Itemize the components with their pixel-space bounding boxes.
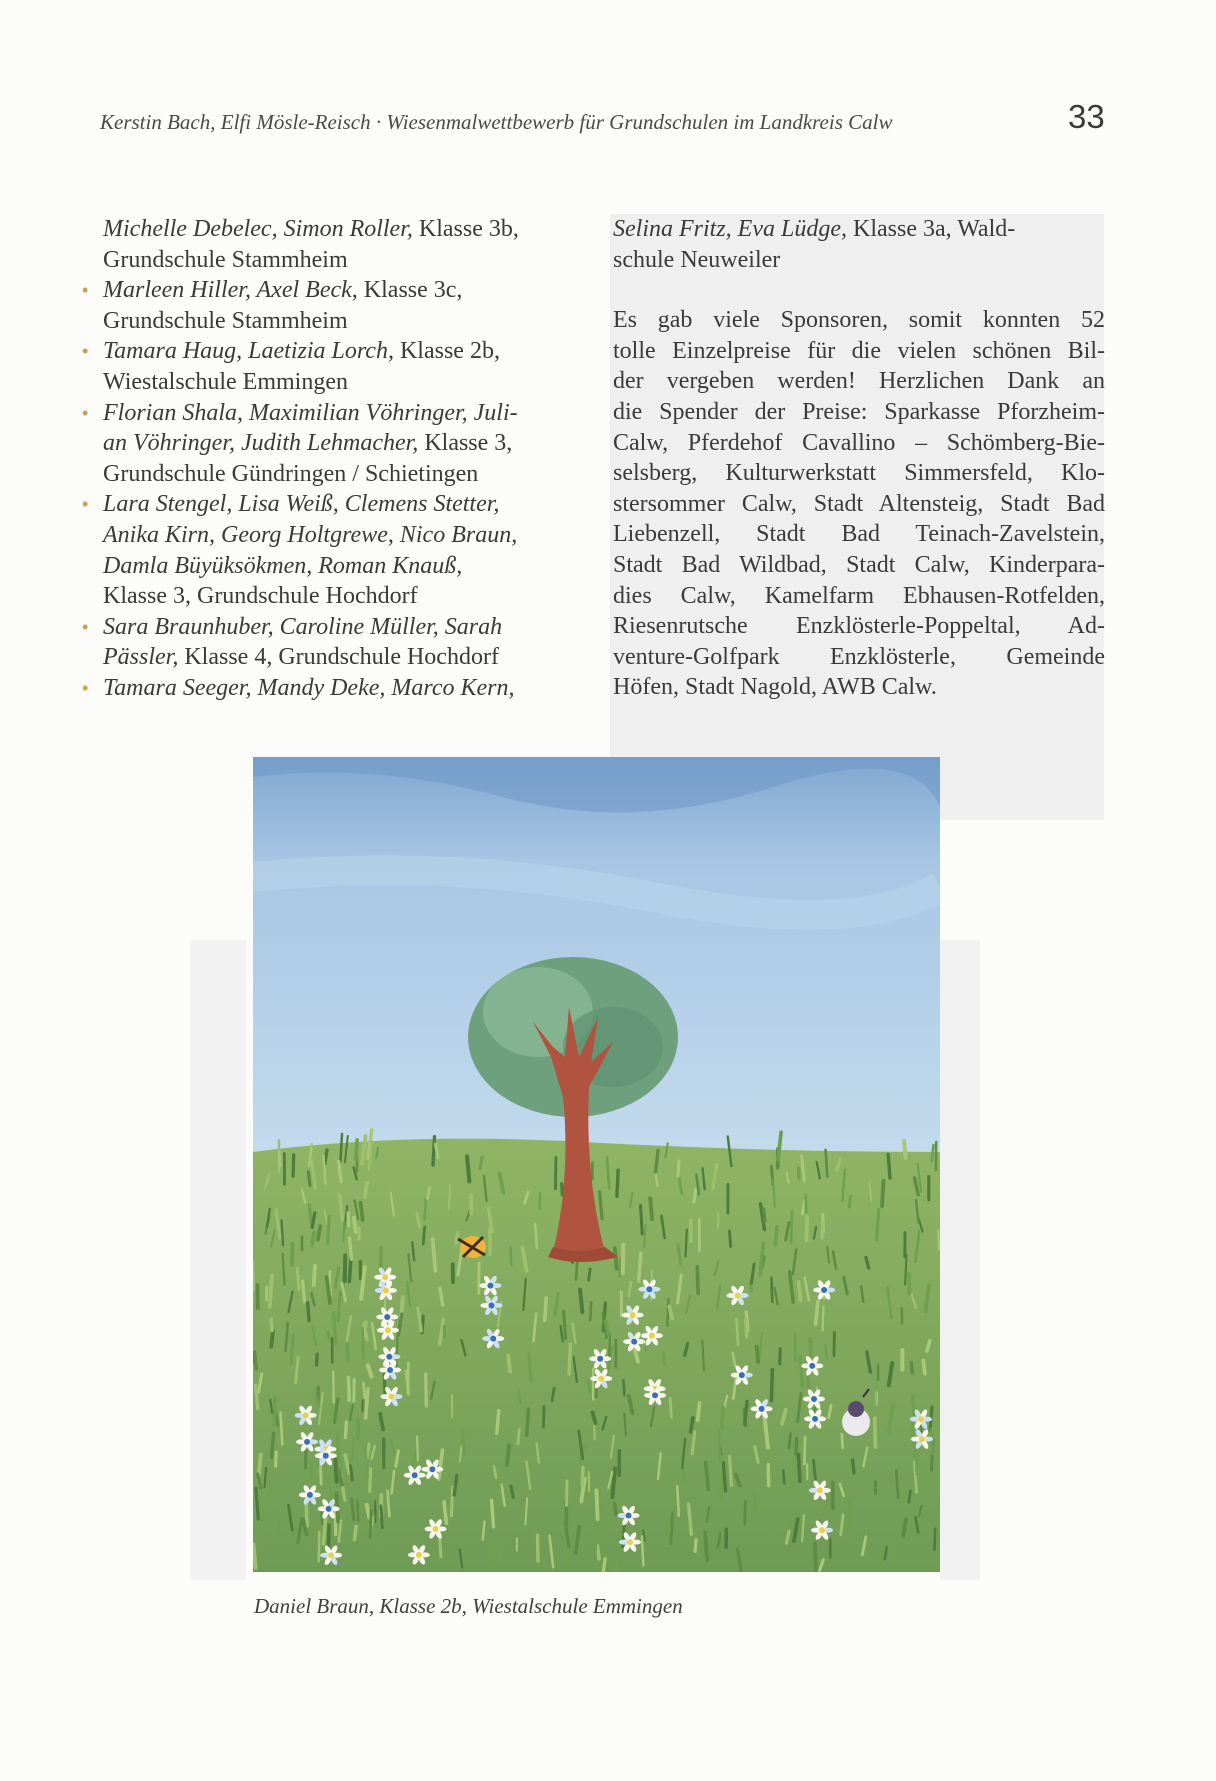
names-italic: Michelle Debelec, Simon Roller, bbox=[103, 216, 413, 242]
school-text: schule Neuweiler bbox=[613, 246, 781, 273]
page-number: 33 bbox=[1068, 98, 1105, 135]
grass-blade bbox=[319, 1532, 320, 1561]
bullet-icon: • bbox=[82, 341, 89, 362]
grass-blade bbox=[500, 1541, 502, 1559]
class-text: Klasse 3a, Wald- bbox=[846, 216, 1016, 242]
grass-blade bbox=[745, 1401, 747, 1423]
grass-blade bbox=[367, 1444, 369, 1458]
names-italic: Pässler, bbox=[103, 644, 179, 671]
grass-blade bbox=[444, 1502, 446, 1523]
text-line bbox=[613, 245, 1105, 276]
text-line bbox=[103, 214, 568, 245]
grass-blade bbox=[291, 1336, 293, 1364]
grass-blade bbox=[912, 1396, 913, 1413]
grass-blade bbox=[934, 1529, 935, 1550]
grass-blade bbox=[274, 1397, 275, 1426]
grass-blade bbox=[678, 1161, 679, 1176]
grass-blade bbox=[433, 1137, 434, 1165]
grass-blade bbox=[783, 1470, 784, 1483]
grass-blade bbox=[589, 1269, 590, 1280]
grass-blade bbox=[721, 1477, 723, 1498]
school-text: Klasse 3, Grundschule Hochdorf bbox=[103, 583, 418, 610]
paragraph-line: Riesenrutsche Enzklösterle-Poppeltal, Ad- bbox=[613, 613, 1105, 640]
grass-blade bbox=[719, 1430, 720, 1460]
grass-blade bbox=[624, 1414, 625, 1436]
grass-blade bbox=[617, 1170, 618, 1196]
grass-blade bbox=[815, 1544, 816, 1572]
grass-blade bbox=[254, 1352, 256, 1369]
grass-blade bbox=[799, 1282, 801, 1301]
grass-blade bbox=[350, 1238, 352, 1259]
paragraph-line: dies Calw, Kamelfarm Ebhausen-Rotfelden, bbox=[613, 582, 1105, 609]
text-line bbox=[103, 428, 568, 459]
grass-blade bbox=[543, 1407, 544, 1427]
grass-blade bbox=[467, 1156, 469, 1181]
paragraph-line: Es gab viele Sponsoren, somit konnten 52 bbox=[613, 307, 1105, 334]
grass-blade bbox=[510, 1247, 511, 1265]
grass-blade bbox=[745, 1502, 746, 1525]
grass-blade bbox=[814, 1460, 816, 1479]
text-line bbox=[103, 245, 568, 276]
grass-blade bbox=[694, 1189, 696, 1202]
grass-blade bbox=[746, 1320, 747, 1336]
grass-blade bbox=[537, 1535, 538, 1561]
grass-blade bbox=[317, 1354, 318, 1365]
text-line bbox=[103, 306, 568, 337]
names-italic: Selina Fritz, Eva Lüdge, bbox=[613, 216, 847, 242]
grass-blade bbox=[491, 1540, 492, 1568]
grass-blade bbox=[345, 1422, 346, 1437]
grass-blade bbox=[535, 1224, 537, 1248]
grass-blade bbox=[796, 1438, 797, 1454]
grass-blade bbox=[363, 1383, 364, 1398]
grass-blade bbox=[325, 1150, 327, 1164]
left-column bbox=[82, 214, 568, 704]
grass-blade bbox=[691, 1418, 693, 1432]
grass-blade bbox=[773, 1180, 774, 1207]
paragraph-line: die Spender der Preise: Sparkasse Pforzheim- bbox=[613, 398, 1105, 425]
list-item bbox=[82, 673, 568, 704]
paragraph-line: der vergeben werden! Herzlichen Dank an bbox=[613, 368, 1105, 395]
text-line bbox=[103, 581, 568, 612]
grass-blade bbox=[356, 1140, 357, 1160]
grass-blade bbox=[297, 1268, 299, 1289]
grass-blade bbox=[842, 1434, 843, 1448]
show-through-shade bbox=[940, 940, 980, 1580]
grass-blade bbox=[552, 1388, 554, 1400]
grass-blade bbox=[643, 1530, 645, 1540]
paragraph-line: selsberg, Kulturwerkstatt Simmersfeld, Klo- bbox=[613, 460, 1105, 487]
names-italic: Sara Braunhuber, Caroline Müller, Sarah bbox=[103, 613, 503, 640]
grass-blade bbox=[911, 1362, 912, 1373]
grass-blade bbox=[705, 1532, 707, 1560]
grass-blade bbox=[670, 1398, 671, 1417]
grass-blade bbox=[497, 1411, 499, 1434]
grass-blade bbox=[644, 1225, 645, 1248]
grass-blade bbox=[807, 1217, 808, 1240]
grass-blade bbox=[623, 1245, 624, 1274]
grass-blade bbox=[348, 1377, 349, 1400]
grass-blade bbox=[849, 1196, 850, 1206]
list-item bbox=[82, 275, 568, 306]
grass-blade bbox=[798, 1454, 799, 1481]
grass-blade bbox=[923, 1360, 925, 1373]
paragraph-line: venture-Golfpark Enzklösterle, Gemeinde bbox=[613, 643, 1105, 670]
names-italic: Florian Shala, Maximilian Vöhringer, Juli- bbox=[103, 399, 518, 426]
class-text: Klasse 3c, bbox=[357, 277, 463, 304]
grass-blade bbox=[931, 1429, 932, 1454]
grass-blade bbox=[426, 1374, 427, 1406]
running-head: Kerstin Bach, Elfi Mösle-Reisch · Wiesenmalwettbewerb für Grundschulen im Landkreis Calw bbox=[100, 110, 893, 134]
grass-blade bbox=[451, 1487, 453, 1516]
grass-blade bbox=[695, 1539, 696, 1551]
grass-blade bbox=[737, 1319, 739, 1345]
grass-blade bbox=[279, 1154, 280, 1166]
grass-blade bbox=[667, 1299, 668, 1326]
grass-blade bbox=[671, 1513, 673, 1544]
grass-blade bbox=[340, 1134, 342, 1162]
class-text: Klasse 3, bbox=[418, 430, 513, 457]
grass-blade bbox=[254, 1544, 256, 1568]
grass-blade bbox=[698, 1403, 700, 1420]
grass-blade bbox=[615, 1248, 617, 1269]
grass-blade bbox=[349, 1258, 351, 1282]
grass-blade bbox=[492, 1500, 494, 1526]
paragraph-line: Stadt Bad Wildbad, Stadt Calw, Kinderpara- bbox=[613, 551, 1105, 578]
bullet-icon: • bbox=[82, 616, 89, 637]
grass-blade bbox=[309, 1205, 311, 1226]
grass-blade bbox=[370, 1510, 371, 1537]
grass-blade bbox=[361, 1203, 363, 1220]
grass-blade bbox=[771, 1278, 772, 1302]
grass-blade bbox=[712, 1540, 714, 1553]
grass-blade bbox=[905, 1255, 906, 1284]
grass-blade bbox=[896, 1470, 898, 1497]
grass-blade bbox=[582, 1467, 583, 1485]
grass-blade bbox=[423, 1227, 424, 1244]
grass-blade bbox=[729, 1231, 730, 1247]
grass-blade bbox=[308, 1172, 310, 1186]
grass-blade bbox=[730, 1456, 732, 1485]
grass-blade bbox=[596, 1490, 597, 1519]
grass-blade bbox=[677, 1486, 679, 1515]
grass-blade bbox=[757, 1346, 758, 1361]
grass-blade bbox=[639, 1253, 641, 1281]
grass-blade bbox=[417, 1436, 418, 1460]
grass-blade bbox=[668, 1516, 669, 1531]
names-italic: Anika Kirn, Georg Holtgrewe, Nico Braun, bbox=[103, 521, 518, 548]
grass-blade bbox=[370, 1469, 371, 1492]
grass-blade bbox=[507, 1445, 509, 1465]
grass-blade bbox=[362, 1328, 363, 1358]
grass-blade bbox=[343, 1222, 344, 1241]
grass-blade bbox=[789, 1434, 791, 1448]
school-text: Grundschule Stammheim bbox=[103, 246, 348, 273]
grass-blade bbox=[271, 1319, 272, 1330]
bullet-icon: • bbox=[82, 280, 89, 301]
paragraph-line: Calw, Pferdehof Cavallino – Schömberg-Bie- bbox=[613, 429, 1105, 456]
grass-blade bbox=[615, 1557, 617, 1572]
grass-blade bbox=[882, 1181, 883, 1207]
school-text: Grundschule Gündringen / Schietingen bbox=[103, 460, 479, 487]
grass-blade bbox=[545, 1298, 547, 1320]
bullet-icon: • bbox=[82, 494, 89, 515]
grass-blade bbox=[462, 1432, 464, 1454]
grass-blade bbox=[722, 1408, 723, 1428]
show-through-shade bbox=[190, 940, 246, 1580]
grass-blade bbox=[615, 1504, 616, 1514]
grass-blade bbox=[256, 1385, 258, 1408]
grass-blade bbox=[810, 1339, 811, 1360]
text-line bbox=[103, 551, 568, 582]
grass-blade bbox=[642, 1536, 643, 1565]
grass-blade bbox=[909, 1491, 911, 1503]
grass-blade bbox=[281, 1412, 283, 1444]
grass-blade bbox=[798, 1168, 799, 1178]
paragraph-gap bbox=[613, 275, 1105, 305]
school-text: Grundschule Stammheim bbox=[103, 307, 348, 334]
list-item bbox=[82, 398, 568, 429]
grass-blade bbox=[938, 1230, 939, 1249]
names-italic: Marleen Hiller, Axel Beck, bbox=[103, 277, 358, 304]
grass-blade bbox=[569, 1344, 570, 1374]
grass-blade bbox=[875, 1418, 876, 1447]
grass-blade bbox=[825, 1345, 826, 1358]
paragraph-line: Liebenzell, Stadt Bad Teinach-Zavelstein, bbox=[613, 521, 1105, 548]
list-item bbox=[82, 489, 568, 520]
grass-blade bbox=[723, 1463, 725, 1491]
grass-blade bbox=[564, 1311, 566, 1338]
grass-blade bbox=[904, 1141, 905, 1158]
grass-blade bbox=[527, 1409, 529, 1435]
grass-blade bbox=[314, 1266, 315, 1286]
names-italic: Lara Stengel, Lisa Weiß, Clemens Stetter, bbox=[103, 491, 500, 518]
grass-blade bbox=[397, 1337, 398, 1368]
grass-blade bbox=[623, 1380, 624, 1395]
grass-blade bbox=[306, 1503, 307, 1526]
grass-blade bbox=[365, 1183, 367, 1197]
grass-blade bbox=[791, 1211, 792, 1243]
grass-blade bbox=[272, 1433, 274, 1457]
grass-blade bbox=[381, 1506, 382, 1528]
grass-blade bbox=[771, 1370, 772, 1401]
grass-blade bbox=[888, 1154, 890, 1178]
grass-blade bbox=[562, 1184, 563, 1195]
grass-blade bbox=[354, 1527, 356, 1540]
grass-blade bbox=[425, 1199, 426, 1219]
paragraph-line: Höfen, Stadt Nagold, AWB Calw. bbox=[613, 674, 937, 701]
grass-blade bbox=[338, 1293, 340, 1321]
names-italic: Tamara Seeger, Mandy Deke, Marco Kern, bbox=[103, 674, 515, 701]
class-text: Klasse 3b, bbox=[412, 216, 519, 242]
grass-blade bbox=[853, 1460, 854, 1473]
grass-blade bbox=[877, 1209, 879, 1240]
grass-blade bbox=[686, 1230, 687, 1257]
class-text: Klasse 4, Grundschule Hochdorf bbox=[178, 644, 499, 671]
grass-blade bbox=[590, 1302, 591, 1320]
grass-blade bbox=[764, 1209, 765, 1221]
grass-blade bbox=[444, 1327, 445, 1337]
grass-blade bbox=[449, 1184, 450, 1209]
grass-blade bbox=[270, 1275, 272, 1307]
list-item bbox=[82, 336, 568, 367]
grass-blade bbox=[348, 1213, 349, 1226]
grass-blade bbox=[256, 1488, 258, 1519]
names-italic: an Vöhringer, Judith Lehmacher, bbox=[103, 430, 419, 457]
list-item bbox=[82, 612, 568, 643]
paragraph-line: tolle Einzelpreise für die vielen schönen Bil- bbox=[613, 337, 1105, 364]
grass-blade bbox=[823, 1306, 824, 1330]
grass-blade bbox=[357, 1501, 358, 1521]
bullet-icon: • bbox=[82, 677, 89, 698]
grass-blade bbox=[367, 1505, 370, 1518]
class-text: Klasse 2b, bbox=[393, 338, 500, 365]
bullet-icon: • bbox=[82, 402, 89, 423]
grass-blade bbox=[518, 1430, 519, 1444]
grass-blade bbox=[826, 1150, 828, 1177]
grass-blade bbox=[641, 1205, 643, 1233]
grass-blade bbox=[597, 1546, 599, 1559]
grass-blade bbox=[775, 1227, 777, 1245]
grass-blade bbox=[259, 1455, 261, 1475]
grass-blade bbox=[276, 1452, 277, 1466]
grass-blade bbox=[580, 1289, 582, 1312]
grass-blade bbox=[366, 1389, 368, 1418]
grass-blade bbox=[480, 1157, 482, 1168]
figure-caption: Daniel Braun, Klasse 2b, Wiestalschule Emmingen bbox=[254, 1594, 683, 1618]
grass-blade bbox=[312, 1232, 314, 1245]
text-line bbox=[103, 367, 568, 398]
grass-blade bbox=[335, 1460, 336, 1482]
text-line bbox=[103, 459, 568, 490]
right-column bbox=[613, 214, 1105, 703]
text-line bbox=[103, 520, 568, 551]
grass-blade bbox=[282, 1220, 284, 1245]
grass-blade bbox=[829, 1405, 831, 1417]
grass-blade bbox=[328, 1216, 329, 1243]
grass-blade bbox=[588, 1380, 590, 1393]
grass-blade bbox=[804, 1437, 805, 1464]
grass-blade bbox=[932, 1145, 934, 1161]
grass-blade bbox=[697, 1267, 698, 1294]
paragraph-line: stersommer Calw, Stadt Altensteig, Stadt Bad bbox=[613, 490, 1105, 517]
grass-blade bbox=[303, 1281, 305, 1302]
grass-blade bbox=[800, 1357, 802, 1387]
text-line bbox=[613, 214, 1105, 245]
school-text: Wiestalschule Emmingen bbox=[103, 368, 348, 395]
grass-blade bbox=[456, 1233, 457, 1243]
text-line bbox=[103, 642, 568, 673]
grass-blade bbox=[271, 1330, 273, 1346]
names-italic: Tamara Haug, Laetizia Lorch, bbox=[103, 338, 394, 365]
grass-blade bbox=[650, 1198, 652, 1219]
names-italic: Damla Büyüksökmen, Roman Knauß, bbox=[103, 552, 463, 579]
grass-blade bbox=[318, 1226, 320, 1240]
grass-blade bbox=[816, 1302, 818, 1325]
grass-blade bbox=[384, 1369, 385, 1397]
grass-blade bbox=[329, 1272, 330, 1283]
sponsors-paragraph bbox=[613, 305, 1105, 703]
meadow-painting bbox=[253, 757, 940, 1572]
grass-blade bbox=[508, 1356, 510, 1372]
grass-blade bbox=[350, 1466, 352, 1480]
grass-blade bbox=[354, 1218, 356, 1232]
grass-blade bbox=[308, 1303, 309, 1321]
grass-blade bbox=[903, 1519, 905, 1536]
